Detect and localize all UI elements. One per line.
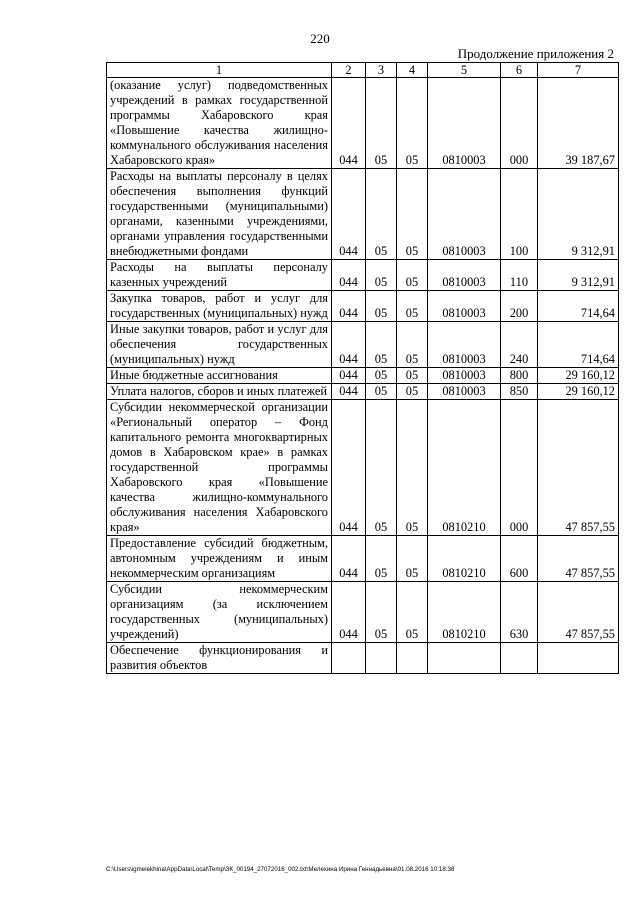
page-number: 220 (310, 31, 330, 46)
cell-subsection: 05 (397, 78, 428, 169)
table-row (107, 322, 619, 368)
row-description: Иные закупки товаров, работ и услуг для обеспечения государственных (муниципальных) нужд (107, 322, 332, 368)
cell-section: 05 (366, 368, 397, 384)
header-cell: 3 (366, 63, 397, 78)
cell-subsection (397, 643, 428, 674)
cell-amount: 714,64 (538, 322, 619, 368)
cell-amount: 9 312,91 (538, 260, 619, 291)
cell-expense-type: 600 (501, 536, 538, 582)
cell-expense-type: 630 (501, 582, 538, 643)
cell-subsection: 05 (397, 384, 428, 400)
continuation-label: Продолжение приложения 2 (457, 46, 614, 61)
cell-section (366, 643, 397, 674)
cell-subsection: 05 (397, 169, 428, 260)
cell-amount (538, 643, 619, 674)
row-description: Предоставление субсидий бюджетным, автономным учреждениям и иным некоммерческим организациям (107, 536, 332, 582)
cell-expense-type: 000 (501, 400, 538, 536)
table-row (107, 368, 619, 384)
row-description: Иные бюджетные ассигнования (107, 368, 332, 384)
cell-target-item: 0810003 (428, 322, 501, 368)
row-description: (оказание услуг) подведомственных учреждений в рамках государственной программы Хабаровского края «Повышение качества жилищно-коммунального обслуживания населения Хабаровского края» (107, 78, 332, 169)
header-cell: 2 (332, 63, 366, 78)
row-description: Расходы на выплаты персоналу казенных учреждений (107, 260, 332, 291)
table-row (107, 384, 619, 400)
cell-target-item: 0810003 (428, 169, 501, 260)
cell-ministry: 044 (332, 368, 366, 384)
cell-section: 05 (366, 400, 397, 536)
cell-ministry: 044 (332, 536, 366, 582)
cell-amount: 29 160,12 (538, 384, 619, 400)
cell-section: 05 (366, 322, 397, 368)
cell-amount: 29 160,12 (538, 368, 619, 384)
cell-target-item: 0810003 (428, 260, 501, 291)
cell-ministry: 044 (332, 384, 366, 400)
cell-ministry: 044 (332, 582, 366, 643)
header-cell: 4 (397, 63, 428, 78)
table-row (107, 260, 619, 291)
cell-subsection: 05 (397, 260, 428, 291)
cell-subsection: 05 (397, 291, 428, 322)
footer-file-path: C:\Users\igmelekhina\AppData\Local\Temp\ЗК_00194_27072016_002.txt\Мелехина Ирина Геннадьевна\01.08.2016 10:18:38 (106, 866, 455, 873)
cell-target-item: 0810003 (428, 291, 501, 322)
cell-amount: 47 857,55 (538, 400, 619, 536)
header-cell: 6 (501, 63, 538, 78)
header-cell: 7 (538, 63, 619, 78)
table-row (107, 291, 619, 322)
cell-ministry: 044 (332, 322, 366, 368)
cell-ministry: 044 (332, 260, 366, 291)
row-description: Закупка товаров, работ и услуг для государственных (муниципальных) нужд (107, 291, 332, 322)
row-description: Расходы на выплаты персоналу в целях обеспечения выполнения функций государственными (муниципальными) органами, казенными учреждениями, органами управления государственными внебюджетными фондами (107, 169, 332, 260)
cell-section: 05 (366, 536, 397, 582)
cell-ministry: 044 (332, 291, 366, 322)
cell-expense-type: 850 (501, 384, 538, 400)
cell-subsection: 05 (397, 400, 428, 536)
cell-expense-type: 800 (501, 368, 538, 384)
cell-amount: 39 187,67 (538, 78, 619, 169)
cell-subsection: 05 (397, 368, 428, 384)
cell-target-item: 0810003 (428, 368, 501, 384)
cell-target-item: 0810210 (428, 582, 501, 643)
cell-ministry: 044 (332, 78, 366, 169)
header-cell: 1 (107, 63, 332, 78)
cell-amount: 47 857,55 (538, 582, 619, 643)
table-row (107, 400, 619, 536)
cell-target-item: 0810210 (428, 400, 501, 536)
cell-amount: 47 857,55 (538, 536, 619, 582)
cell-section: 05 (366, 582, 397, 643)
row-description: Уплата налогов, сборов и иных платежей (107, 384, 332, 400)
cell-target-item: 0810210 (428, 536, 501, 582)
cell-expense-type: 100 (501, 169, 538, 260)
cell-expense-type: 200 (501, 291, 538, 322)
table-header-row (107, 63, 619, 78)
cell-subsection: 05 (397, 322, 428, 368)
cell-section: 05 (366, 169, 397, 260)
budget-table (106, 62, 619, 674)
cell-target-item: 0810003 (428, 78, 501, 169)
header-cell: 5 (428, 63, 501, 78)
table-row (107, 169, 619, 260)
table-row (107, 536, 619, 582)
cell-expense-type: 110 (501, 260, 538, 291)
cell-ministry (332, 643, 366, 674)
cell-target-item: 0810003 (428, 384, 501, 400)
cell-amount: 714,64 (538, 291, 619, 322)
table-row (107, 582, 619, 643)
table-row (107, 78, 619, 169)
cell-section: 05 (366, 78, 397, 169)
cell-ministry: 044 (332, 169, 366, 260)
cell-subsection: 05 (397, 536, 428, 582)
cell-section: 05 (366, 260, 397, 291)
cell-section: 05 (366, 291, 397, 322)
row-description: Субсидии некоммерческим организациям (за исключением государственных (муниципальных) учреждений) (107, 582, 332, 643)
cell-expense-type: 240 (501, 322, 538, 368)
row-description: Обеспечение функционирования и развития объектов (107, 643, 332, 674)
cell-expense-type: 000 (501, 78, 538, 169)
table-row (107, 643, 619, 674)
cell-target-item (428, 643, 501, 674)
cell-subsection: 05 (397, 582, 428, 643)
cell-ministry: 044 (332, 400, 366, 536)
cell-section: 05 (366, 384, 397, 400)
cell-amount: 9 312,91 (538, 169, 619, 260)
cell-expense-type (501, 643, 538, 674)
row-description: Субсидии некоммерческой организации «Региональный оператор – Фонд капитального ремонта многоквартирных домов в Хабаровском крае» в рамках государственной программы Хабаровского края «Повышение качества жилищно-коммунального обслуживания населения Хабаровского края» (107, 400, 332, 536)
